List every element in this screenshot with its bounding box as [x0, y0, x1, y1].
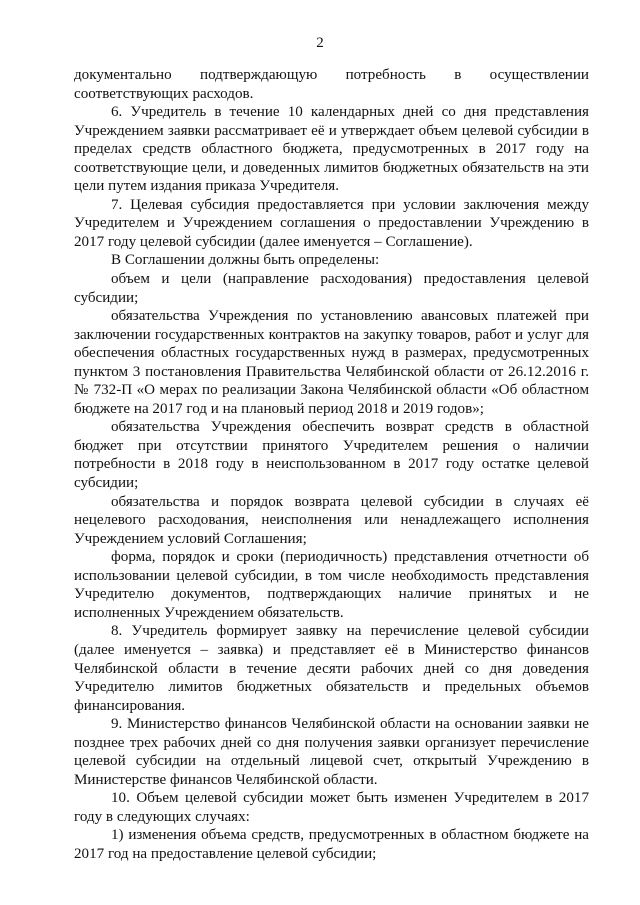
- page-number: 2: [316, 35, 324, 51]
- paragraph-clause-10-item-1: 1) изменения объема средств, предусмотренных в областном бюджете на 2017 год на предоставление целевой субсидии;: [74, 827, 589, 862]
- paragraph-clause-8: 8. Учредитель формирует заявку на перечисление целевой субсидии (далее именуется – заявка) и представляет её в Министерство финансов Челябинской области в течение десяти рабочих дней со дня доведения Учредителю лимитов бюджетных обязательств и предельных объемов финансирования.: [74, 623, 589, 714]
- paragraph-agreement-item-volume: объем и цели (направление расходования) предоставления целевой субсидии;: [74, 271, 589, 306]
- paragraph-clause-10: 10. Объем целевой субсидии может быть изменен Учредителем в 2017 году в следующих случаях:: [74, 790, 589, 825]
- paragraph-clause-9: 9. Министерство финансов Челябинской области на основании заявки не позднее трех рабочих дней со дня получения заявки организует перечисление целевой субсидии на отдельный лицевой счет, открытый Учреждению в Министерстве финансов Челябинской области.: [74, 716, 589, 788]
- paragraph-continuation: документально подтверждающую потребность в осуществлении соответствующих расходов.: [74, 67, 589, 102]
- paragraph-agreement-item-reporting: форма, порядок и сроки (периодичность) представления отчетности об использовании целевой субсидии, в том числе необходимость представления Учредителю документов, подтверждающих наличие принятых и не исполненных Учреждением обязательств.: [74, 549, 589, 621]
- paragraph-clause-6: 6. Учредитель в течение 10 календарных дней со дня представления Учреждением заявки рассматривает её и утверждает объем целевой субсидии в пределах средств областного бюджета, предусмотренных в 2017 году на соответствующие цели, и доведенных лимитов бюджетных обязательств на эти цели путем издания приказа Учредителя.: [74, 104, 589, 195]
- paragraph-clause-7: 7. Целевая субсидия предоставляется при условии заключения между Учредителем и Учреждением соглашения о предоставлении Учреждению в 2017 году целевой субсидии (далее именуется – Соглашение).: [74, 196, 589, 250]
- paragraph-agreement-item-misuse: обязательства и порядок возврата целевой субсидии в случаях её нецелевого расходования, неисполнения или ненадлежащего исполнения Учреждением условий Соглашения;: [74, 493, 589, 547]
- paragraph-agreement-item-return: обязательства Учреждения обеспечить возврат средств в областной бюджет при отсутствии принятого Учредителем решения о наличии потребности в 2018 году в неиспользованном в 2017 году остатке целевой субсидии;: [74, 419, 589, 492]
- paragraph-agreement-intro: В Соглашении должны быть определены:: [111, 252, 380, 269]
- document-body: [74, 66, 589, 864]
- paragraph-agreement-item-advance: обязательства Учреждения по установлению авансовых платежей при заключении государственных контрактов на закупку товаров, работ и услуг для обеспечения областных государственных нужд в размерах, предусмотренных пунктом 3 постановления Правительства Челябинской области от 26.12.2016 г. № 732-П «О мерах по реализации Закона Челябинской области «Об областном бюджете на 2017 год и на плановый период 2018 и 2019 годов»;: [74, 308, 589, 417]
